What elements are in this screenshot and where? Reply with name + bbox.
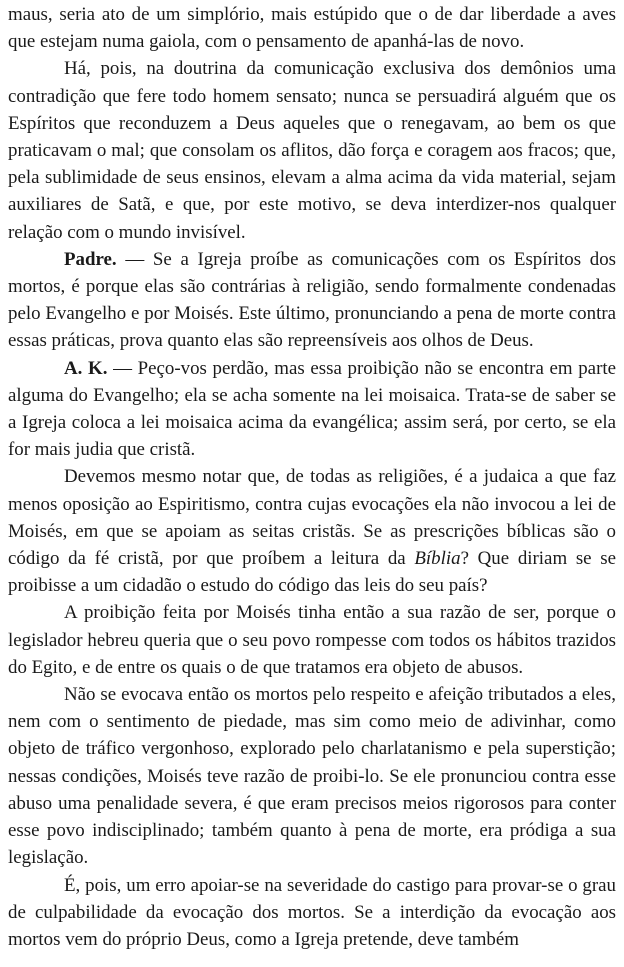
paragraph-2 <box>8 55 616 245</box>
paragraph-text: Há, pois, na doutrina da comunicação exclusiva dos demônios uma contradição que fere todo homem sensato; nunca se persuadirá alguém que os Espíritos que reconduzem a Deus aqueles que o renegavam, ao bem os que praticavam o mal; que consolam os aflitos, dão força e coragem aos fracos; que, pela sublimidade de seus ensinos, elevam a alma acima da vida material, sejam auxiliares de Satã, e que, por este motivo, se deva interdizer-nos qualquer relação com o mundo invisível. <box>8 58 616 243</box>
italic-title: Bíblia <box>414 548 461 570</box>
paragraph-7 <box>8 681 616 871</box>
speaker-label: A. K. <box>64 357 108 379</box>
paragraph-5 <box>8 463 616 599</box>
paragraph-text: A proibição feita por Moisés tinha então a sua razão de ser, porque o legislador hebreu queria que o seu povo rompesse com todos os hábitos trazidos do Egito, e de entre os quais o de que tratamos era objeto de abusos. <box>8 602 616 678</box>
speaker-label: Padre. <box>64 248 117 270</box>
paragraph-text: maus, seria ato de um simplório, mais estúpido que o de dar liberdade a aves que estejam numa gaiola, com o pensamento de apanhá-las de novo. <box>8 4 616 53</box>
paragraph-4 <box>8 355 616 464</box>
paragraph-8 <box>8 872 616 954</box>
paragraph-text: Devemos mesmo notar que, de todas as religiões, é a judaica a que faz menos oposição ao Espiritismo, contra cujas evocações ela não invocou a lei de Moisés, em que se apoiam as seitas cristãs. Se as prescrições bíblicas são o código da fé cristã, por que proíbem a leitura da <box>8 466 616 570</box>
paragraph-text: — Peço-vos perdão, mas essa proibição não se encontra em parte alguma do Evangelho; ela se acha somente na lei moisaica. Trata-se de saber se a Igreja coloca a lei moisaica acima da evangélica; assim será, por certo, se ela for mais judia que cristã. <box>8 357 616 461</box>
paragraph-1 <box>8 1 616 55</box>
paragraph-text: Não se evocava então os mortos pelo respeito e afeição tributados a eles, nem com o sentimento de piedade, mas sim como meio de adivinhar, como objeto de tráfico vergonhoso, explorado pelo charlatanismo e pela superstição; nessas condições, Moisés teve razão de proibi-lo. Se ele pronunciou contra esse abuso uma penalidade severa, é que eram precisos meios rigorosos para conter esse povo indisciplinado; também quanto à pena de morte, era pródiga a sua legislação. <box>8 684 616 869</box>
paragraph-text: ? Que diriam se se proibisse a um cidadão o estudo do código das leis do seu país? <box>8 548 617 597</box>
paragraph-text: É, pois, um erro apoiar-se na severidade do castigo para provar-se o grau de culpabilidade da evocação dos mortos. Se a interdição da evocação aos mortos vem do próprio Deus, como a Igreja pretende, deve também <box>8 874 616 950</box>
paragraph-text: — Se a Igreja proíbe as comunicações com os Espíritos dos mortos, é porque elas são contrárias à religião, sendo formalmente condenadas pelo Evangelho e por Moisés. Este último, pronunciando a pena de morte contra essas práticas, prova quanto elas são repreensíveis aos olhos de Deus. <box>8 248 616 352</box>
paragraph-6 <box>8 599 616 681</box>
paragraph-3 <box>8 246 616 355</box>
